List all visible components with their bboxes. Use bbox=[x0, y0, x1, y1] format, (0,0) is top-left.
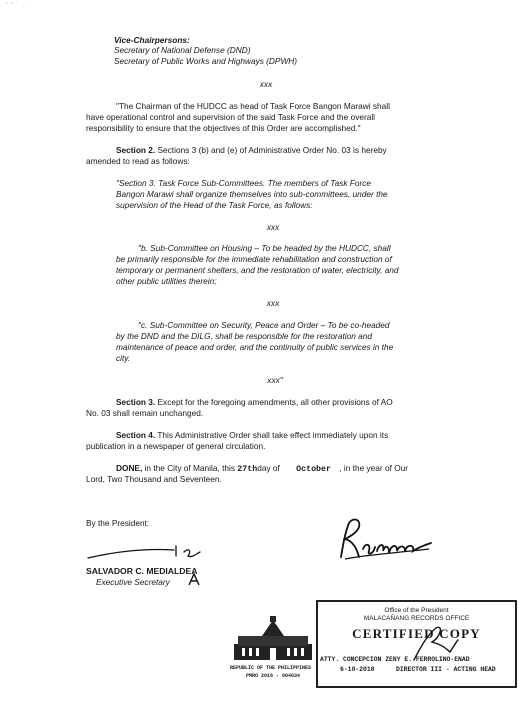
done-label: DONE, bbox=[116, 463, 143, 473]
president-signature bbox=[335, 515, 435, 563]
sub-b-line1: "b. Sub-Committee on Housing – To be headed by the HUDCC, shall bbox=[138, 243, 391, 253]
stamp-atty-name: ATTY. CONCEPCION ZENY E. FERROLINO-ENAD bbox=[320, 656, 470, 663]
sub-b-line4: other public utilities therein; bbox=[116, 276, 217, 286]
para1-line1: "The Chairman of the HUDCC as head of Task Force Bangon Marawi shall bbox=[116, 101, 390, 111]
section3-line1 bbox=[116, 397, 393, 408]
vice-chairpersons-heading: Vice-Chairpersons: bbox=[114, 35, 190, 45]
section3-text: Except for the foregoing amendments, all other provisions of AO bbox=[157, 397, 393, 407]
secretary-title: Executive Secretary bbox=[96, 577, 170, 587]
certified-copy-stamp bbox=[316, 600, 517, 688]
sub-c-line1: "c. Sub-Committee on Security, Peace and Order – To be co-headed bbox=[138, 320, 390, 330]
quote-line1: "Section 3. Task Force Sub-Committees. The members of Task Force bbox=[116, 178, 372, 188]
done-pre: in the City of Manila, this bbox=[144, 463, 235, 473]
quote-line2: Bangon Marawi shall organize themselves into sub-committees, under the bbox=[116, 189, 388, 199]
section2-label: Section 2. bbox=[116, 145, 156, 155]
section2-line1 bbox=[116, 145, 387, 156]
sub-c-line3: maintenance of peace and order, and the continuity of public services in the bbox=[116, 342, 394, 352]
done-day: 27th bbox=[237, 465, 258, 474]
by-the-president: By the President: bbox=[86, 518, 150, 528]
section3-label: Section 3. bbox=[116, 397, 156, 407]
para1-line3: responsibility to ensure that the objectives of this Order are accomplished." bbox=[86, 123, 361, 133]
para1-line2: have operational control and supervision of the said Task Force and the overall bbox=[86, 112, 376, 122]
done-post: , in the year of Our bbox=[339, 463, 409, 473]
vice-chair-dpwh: Secretary of Public Works and Highways (DPWH) bbox=[114, 56, 298, 66]
quote-line3: supervision of the Head of the Task Force, as follows: bbox=[116, 200, 313, 210]
done-dayof: day of bbox=[257, 463, 280, 473]
stamp-republic: REPUBLIC OF THE PHILIPPINES bbox=[230, 665, 312, 671]
section4-line2: publication in a newspaper of general circulation. bbox=[86, 441, 266, 451]
section2-line2: amended to read as follows: bbox=[86, 156, 190, 166]
section4-line1 bbox=[116, 430, 388, 441]
stamp-records-office: MALACAÑANG RECORDS OFFICE bbox=[363, 615, 470, 622]
sub-b-line2: be primarily responsible for the immediate rehabilitation and construction of bbox=[116, 254, 392, 264]
corner-scan-marks: ' ' ˙ · bbox=[6, 2, 27, 9]
done-month: October bbox=[296, 465, 331, 474]
initial-mark-icon bbox=[188, 572, 200, 586]
vice-chair-dnd: Secretary of National Defense (DND) bbox=[114, 45, 251, 55]
done-line2: Lord, Two Thousand and Seventeen. bbox=[86, 474, 222, 484]
sub-b-line3: temporary or permanent shelters, and the restoration of water, electricity, and bbox=[116, 265, 399, 275]
ellipsis-xxx-3: xxx bbox=[266, 298, 280, 308]
executive-secretary-signature bbox=[84, 538, 204, 562]
ellipsis-xxx-1: xxx bbox=[259, 79, 273, 89]
stamp-code: PMRO 2016 - 004034 bbox=[246, 673, 301, 679]
stamp-office: Office of the President bbox=[384, 607, 449, 614]
section2-text: Sections 3 (b) and (e) of Administrative Order No. 03 is hereby bbox=[157, 145, 387, 155]
secretary-name: SALVADOR C. MEDIALDEA bbox=[86, 566, 198, 576]
section4-text: This Administrative Order shall take effect immediately upon its bbox=[157, 430, 389, 440]
sub-c-line2: by the DND and the DILG, shall be responsible for the restoration and bbox=[116, 331, 372, 341]
stamp-certified-copy: CERTIFIED COPY bbox=[352, 626, 481, 641]
malacanang-palace-logo bbox=[232, 614, 314, 662]
section4-label: Section 4. bbox=[116, 430, 156, 440]
sub-c-line4: city. bbox=[116, 353, 131, 363]
stamp-sig-date: 6-10-2018 bbox=[340, 666, 375, 673]
ellipsis-xxx-2: xxx bbox=[266, 222, 280, 232]
stamp-director: DIRECTOR III - ACTING HEAD bbox=[396, 666, 496, 673]
section3-line2: No. 03 shall remain unchanged. bbox=[86, 408, 204, 418]
ellipsis-xxx-close: xxx" bbox=[267, 375, 283, 385]
